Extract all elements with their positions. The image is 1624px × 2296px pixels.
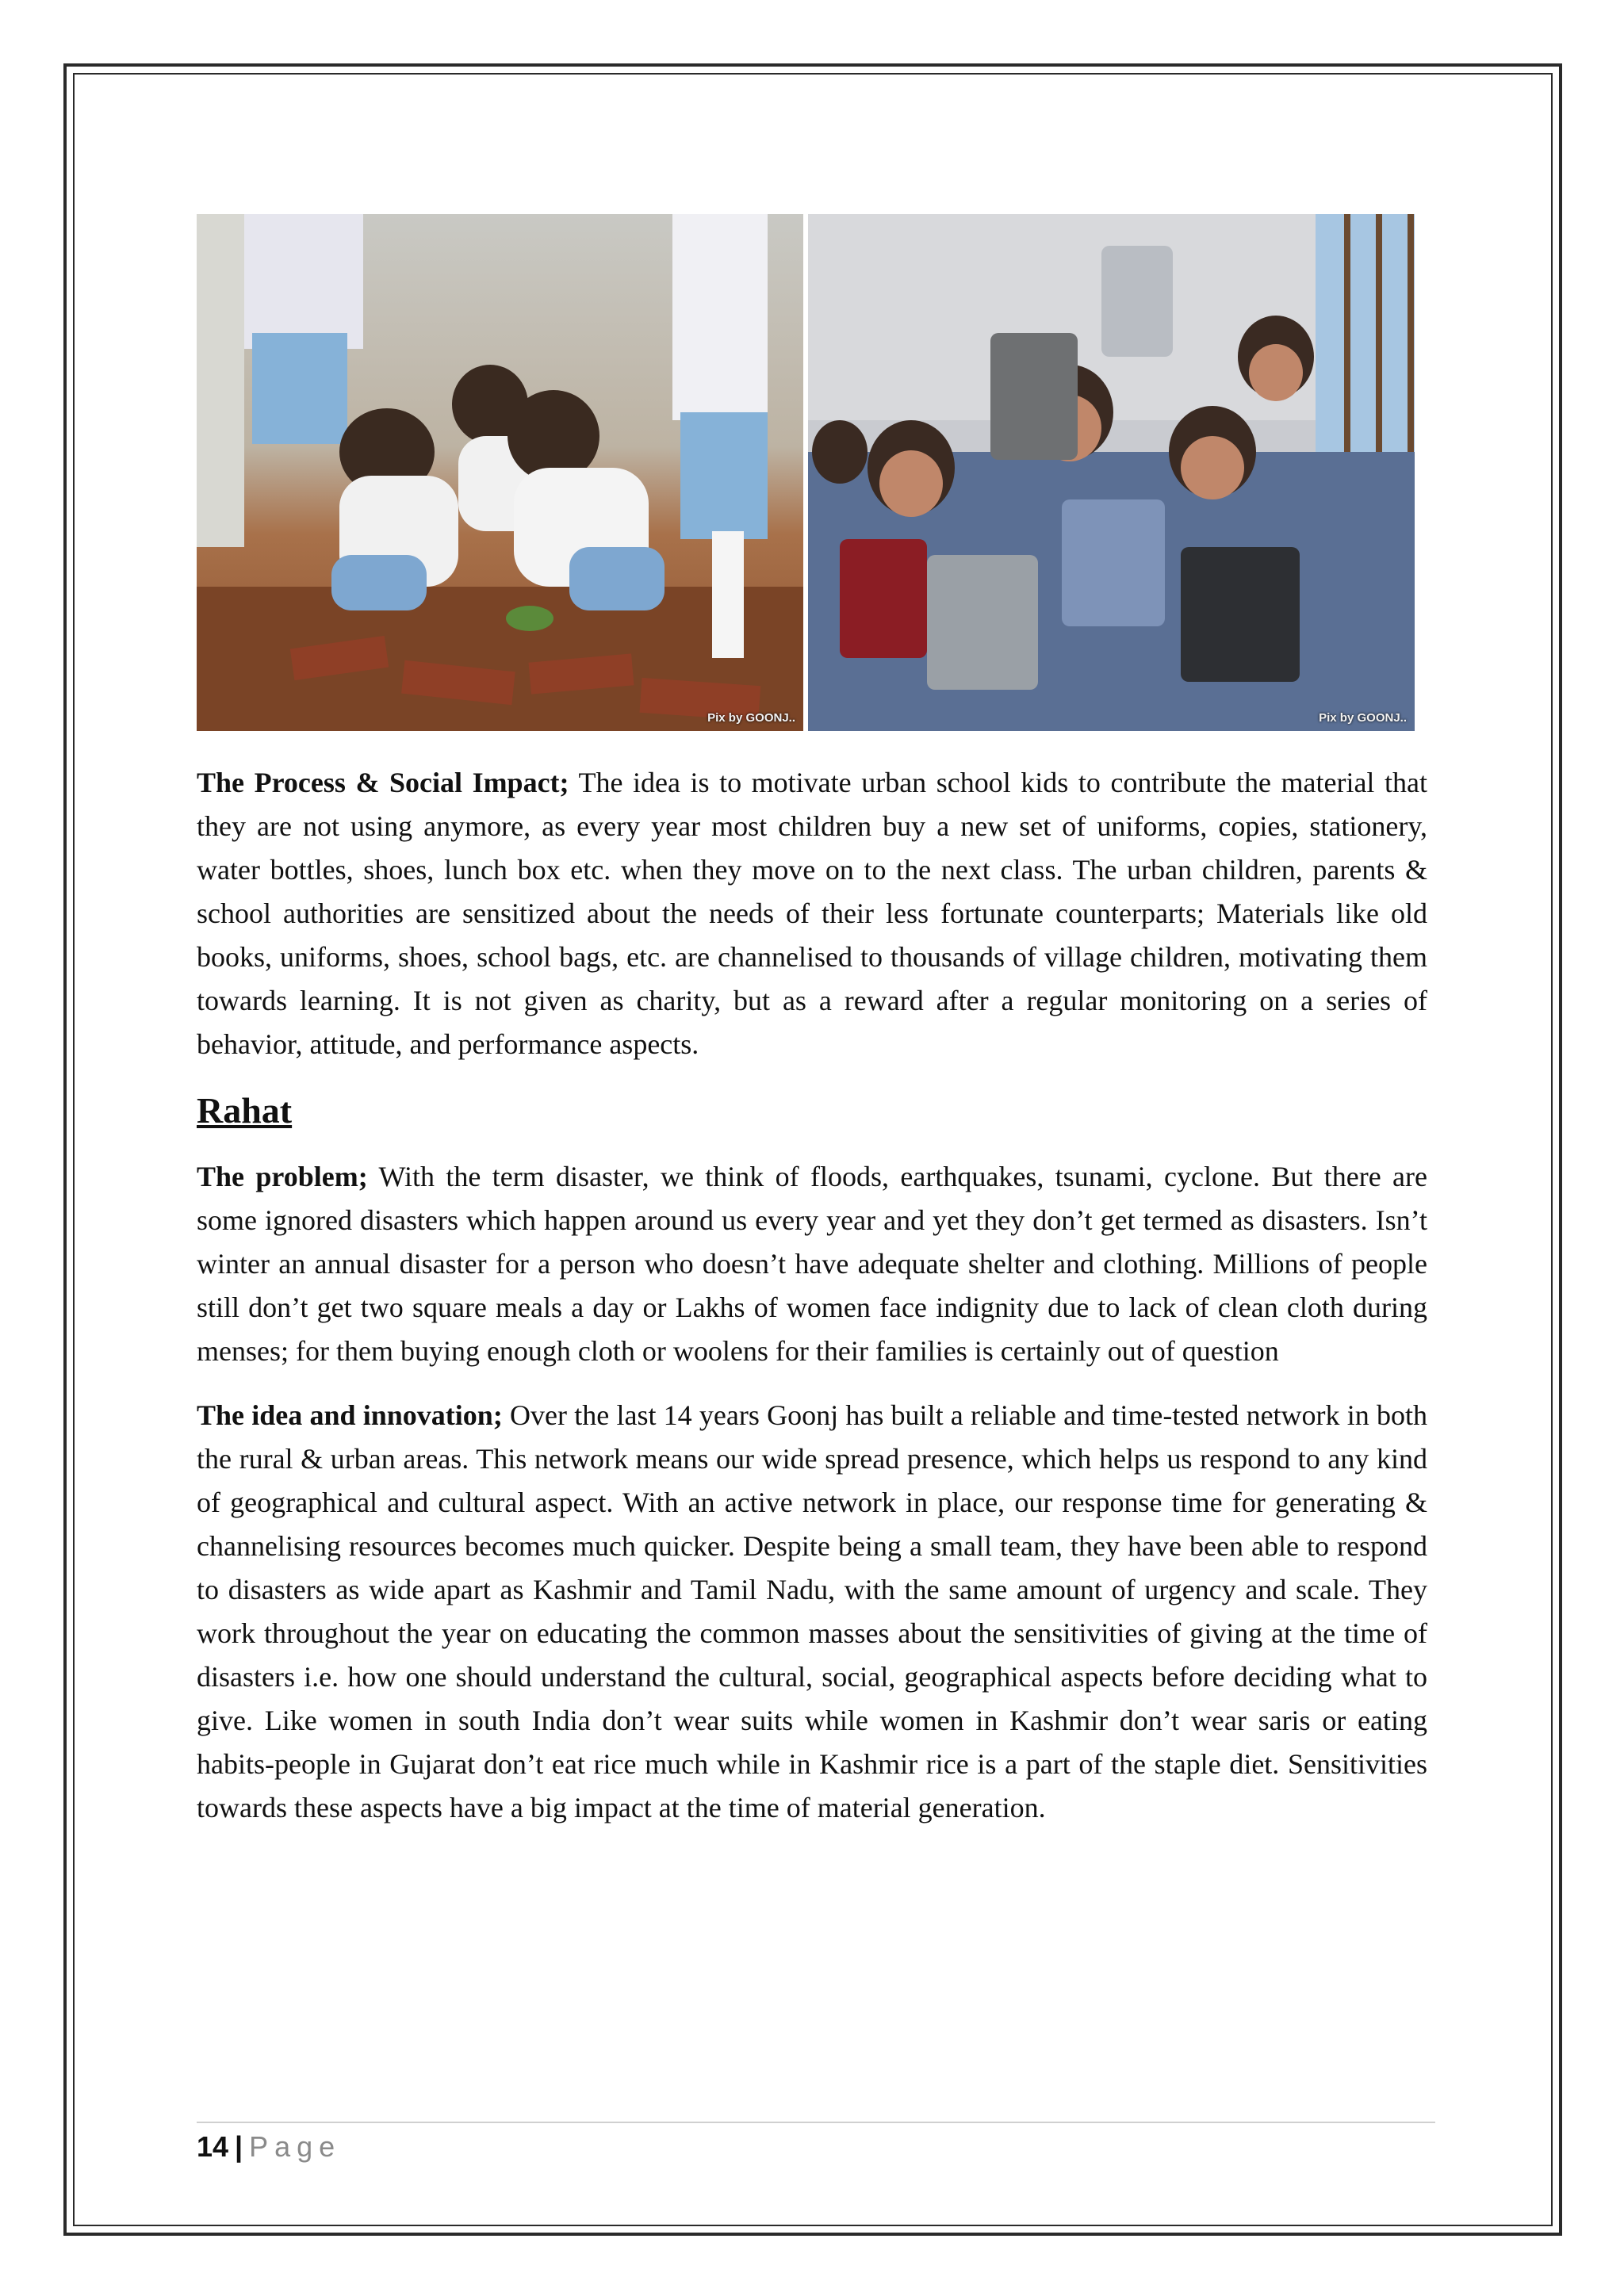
paragraph-text: The idea is to motivate urban school kids to contribute the material that they are not using anymore, as every year most children buy a new set of uniforms, copies, stationery, water bottles, shoes, lunch box etc. when they move on to the next class. The urban children, parents & school authorities are sensitized about the needs of their less fortunate counterparts; Materials like old books, uniforms, shoes, school bags, etc. are channelised to thousands of village children, motivating them towards learning. It is not given as charity, but as a reward after a regular monitoring on a series of behavior, attitude, and performance aspects. xyxy=(197,767,1427,1060)
section-heading-rahat: Rahat xyxy=(197,1090,293,1131)
paragraph-process-impact xyxy=(197,761,1427,1066)
photo-children-with-bags-image xyxy=(808,214,1415,731)
photo-strip xyxy=(197,214,1415,731)
page-label: Page xyxy=(249,2130,342,2163)
page-number: 14 xyxy=(197,2130,229,2163)
paragraph-lead: The idea and innovation; xyxy=(197,1399,503,1431)
paragraph-idea-innovation xyxy=(197,1394,1427,1830)
footer-divider xyxy=(197,2122,1435,2123)
photo-children-planting xyxy=(197,214,803,731)
photo-children-with-bags xyxy=(808,214,1415,731)
paragraph-lead: The Process & Social Impact; xyxy=(197,767,569,798)
photo-credit: Pix by GOONJ.. xyxy=(707,711,795,725)
photo-children-planting-image xyxy=(197,214,803,731)
document-body xyxy=(197,761,1427,1850)
paragraph-text: With the term disaster, we think of floods, earthquakes, tsunami, cyclone. But there are some ignored disasters which happen around us every year and yet they don’t get termed as disasters. Isn’t winter an annual disaster for a person who doesn’t have adequate shelter and clothing. Millions of people still don’t get two square meals a day or Lakhs of women face indignity due to lack of clean cloth during menses; for them buying enough cloth or woolens for their families is certainly out of question xyxy=(197,1161,1428,1367)
footer-separator: | xyxy=(235,2130,243,2163)
page-footer xyxy=(197,2130,341,2164)
paragraph-text: Over the last 14 years Goonj has built a reliable and time-tested network in both the rural & urban areas. This network means our wide spread presence, which helps us respond to any kind of geographical and cultural aspect. With an active network in place, our response time for generating & channelising resources becomes much quicker. Despite being a small team, they have been able to respond to disasters as wide apart as Kashmir and Tamil Nadu, with the same amount of urgency and scale. They work throughout the year on educating the common masses about the sensitivities of giving at the time of disasters i.e. how one should understand the cultural, social, geographical aspects before deciding what to give. Like women in south India don’t wear suits while women in Kashmir don’t wear saris or eating habits-people in Gujarat don’t eat rice much while in Kashmir rice is a part of the staple diet. Sensitivities towards these aspects have a big impact at the time of material generation. xyxy=(197,1399,1428,1823)
paragraph-problem xyxy=(197,1155,1427,1373)
paragraph-lead: The problem; xyxy=(197,1161,368,1192)
photo-credit: Pix by GOONJ.. xyxy=(1319,711,1407,725)
